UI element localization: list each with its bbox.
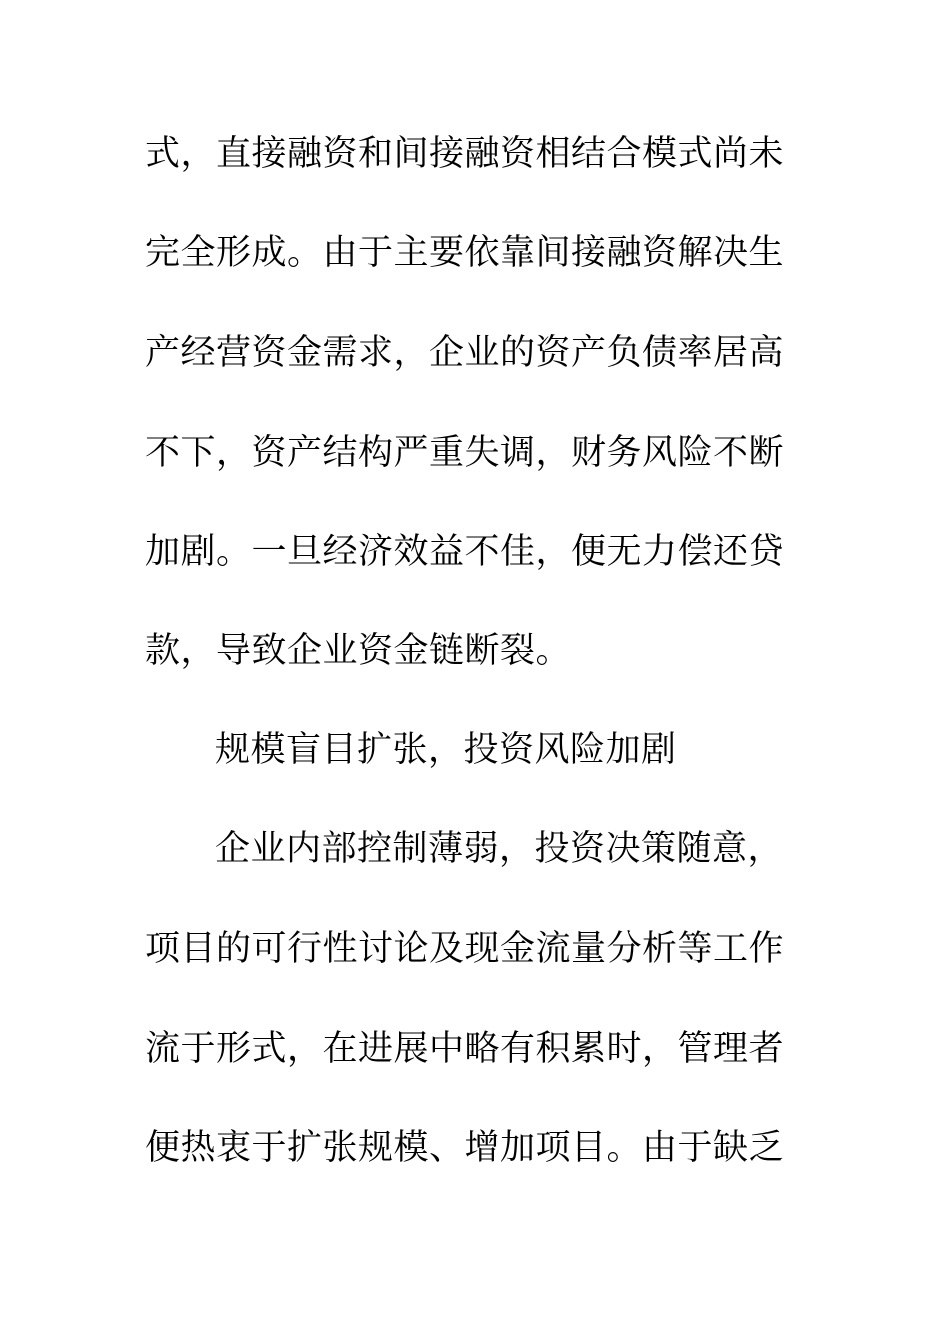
paragraph-line: 便热衷于扩张规模、增加项目。由于缺乏	[145, 1128, 785, 1168]
paragraph-line: 不下，资产结构严重失调，财务风险不断	[145, 433, 785, 473]
paragraph-line: 式，直接融资和间接融资相结合模式尚未	[145, 134, 785, 174]
section-heading: 规模盲目扩张，投资风险加剧	[215, 730, 677, 770]
paragraph-line: 款，导致企业资金链断裂。	[145, 631, 572, 671]
paragraph-line: 项目的可行性讨论及现金流量分析等工作	[145, 929, 785, 969]
paragraph-line: 产经营资金需求，企业的资产负债率居高	[145, 333, 785, 373]
paragraph-line: 流于形式，在进展中略有积累时，管理者	[145, 1029, 785, 1069]
paragraph-line: 完全形成。由于主要依靠间接融资解决生	[145, 233, 785, 273]
paragraph-line: 企业内部控制薄弱，投资决策随意，	[215, 829, 784, 869]
paragraph-line: 加剧。一旦经济效益不佳，便无力偿还贷	[145, 532, 785, 572]
